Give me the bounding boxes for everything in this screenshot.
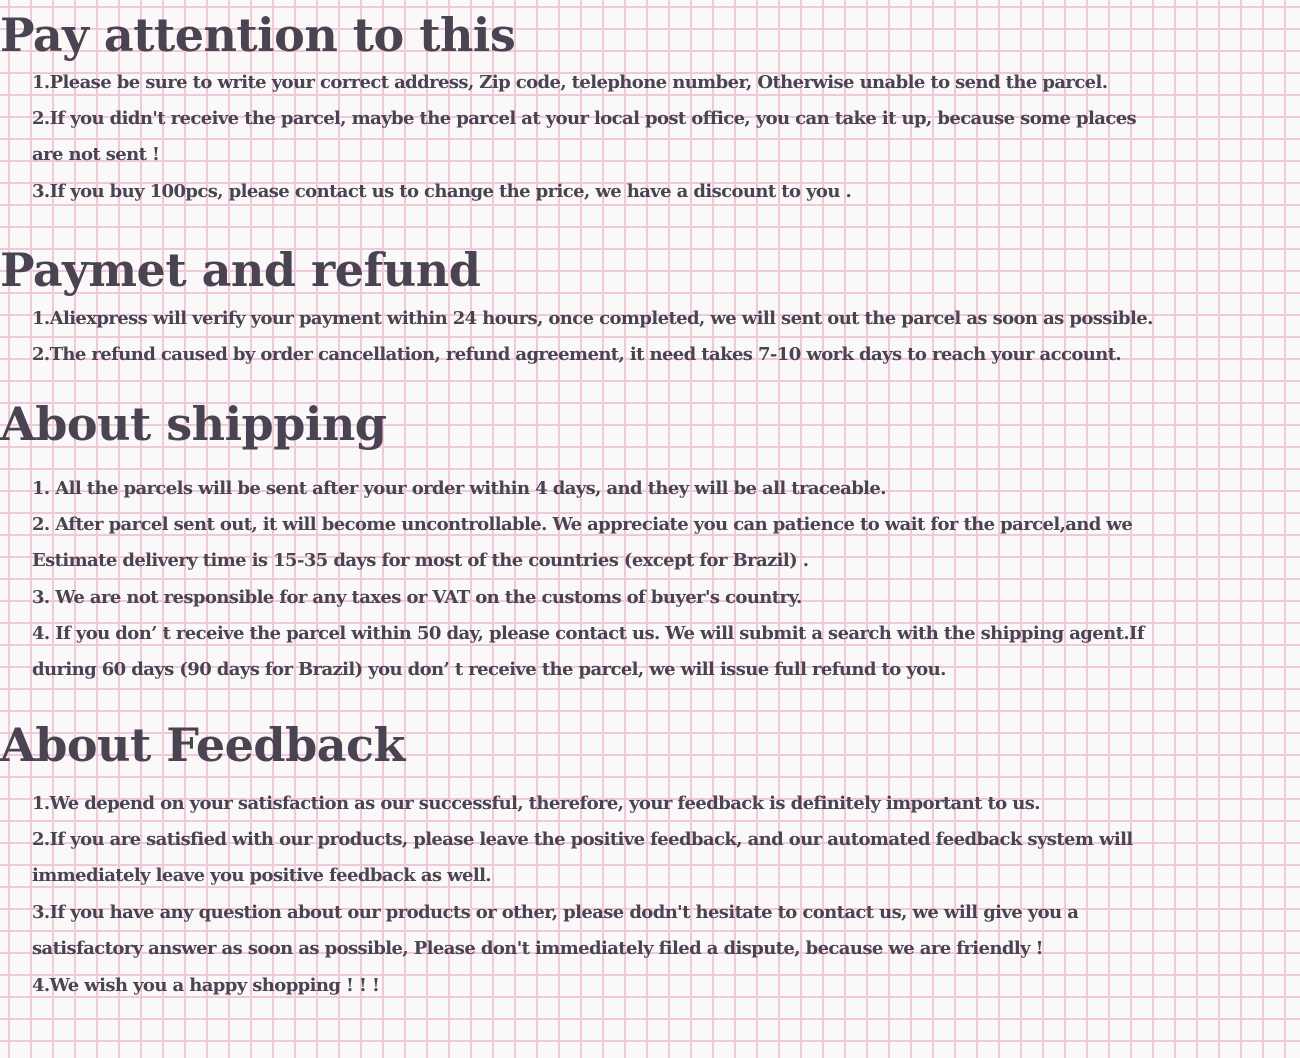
body-line: immediately leave you positive feedback as well.	[32, 865, 491, 886]
body-line: 1.Aliexpress will verify your payment within 24 hours, once completed, we will sent out the parcel as soon as possible.	[32, 308, 1153, 329]
body-line: 2.The refund caused by order cancellation, refund agreement, it need takes 7-10 work days to reach your account.	[32, 344, 1122, 365]
body-line: 2.If you are satisfied with our products, please leave the positive feedback, and our automated feedback system will	[32, 829, 1133, 850]
body-line: are not sent !	[32, 144, 160, 165]
section-heading: Pay attention to this	[0, 8, 516, 62]
body-line: 1.We depend on your satisfaction as our successful, therefore, your feedback is definitely important to us.	[32, 793, 1040, 814]
body-line: 4. If you don’ t receive the parcel within 50 day, please contact us. We will submit a search with the shipping agent.If	[32, 623, 1144, 644]
body-line: 2.If you didn't receive the parcel, maybe the parcel at your local post office, you can take it up, because some places	[32, 108, 1137, 129]
body-line: Estimate delivery time is 15-35 days for most of the countries (except for Brazil) .	[32, 550, 809, 571]
body-line: 3. We are not responsible for any taxes or VAT on the customs of buyer's country.	[32, 587, 802, 608]
body-line: 3.If you have any question about our products or other, please dodn't hesitate to contact us, we will give you a	[32, 902, 1079, 923]
section-heading: About shipping	[0, 397, 387, 451]
section-heading: Paymet and refund	[0, 243, 481, 297]
body-line: 4.We wish you a happy shopping ! ! !	[32, 975, 380, 996]
body-line: satisfactory answer as soon as possible, Please don't immediately filed a dispute, because we are friendly !	[32, 938, 1043, 959]
body-line: 1. All the parcels will be sent after your order within 4 days, and they will be all traceable.	[32, 478, 886, 499]
body-line: 2. After parcel sent out, it will become uncontrollable. We appreciate you can patience to wait for the parcel,and we	[32, 514, 1133, 535]
body-line: 3.If you buy 100pcs, please contact us to change the price, we have a discount to you .	[32, 181, 852, 202]
body-line: 1.Please be sure to write your correct address, Zip code, telephone number, Otherwise unable to send the parcel.	[32, 72, 1108, 93]
section-heading: About Feedback	[0, 718, 405, 772]
body-line: during 60 days (90 days for Brazil) you don’ t receive the parcel, we will issue full refund to you.	[32, 659, 946, 680]
